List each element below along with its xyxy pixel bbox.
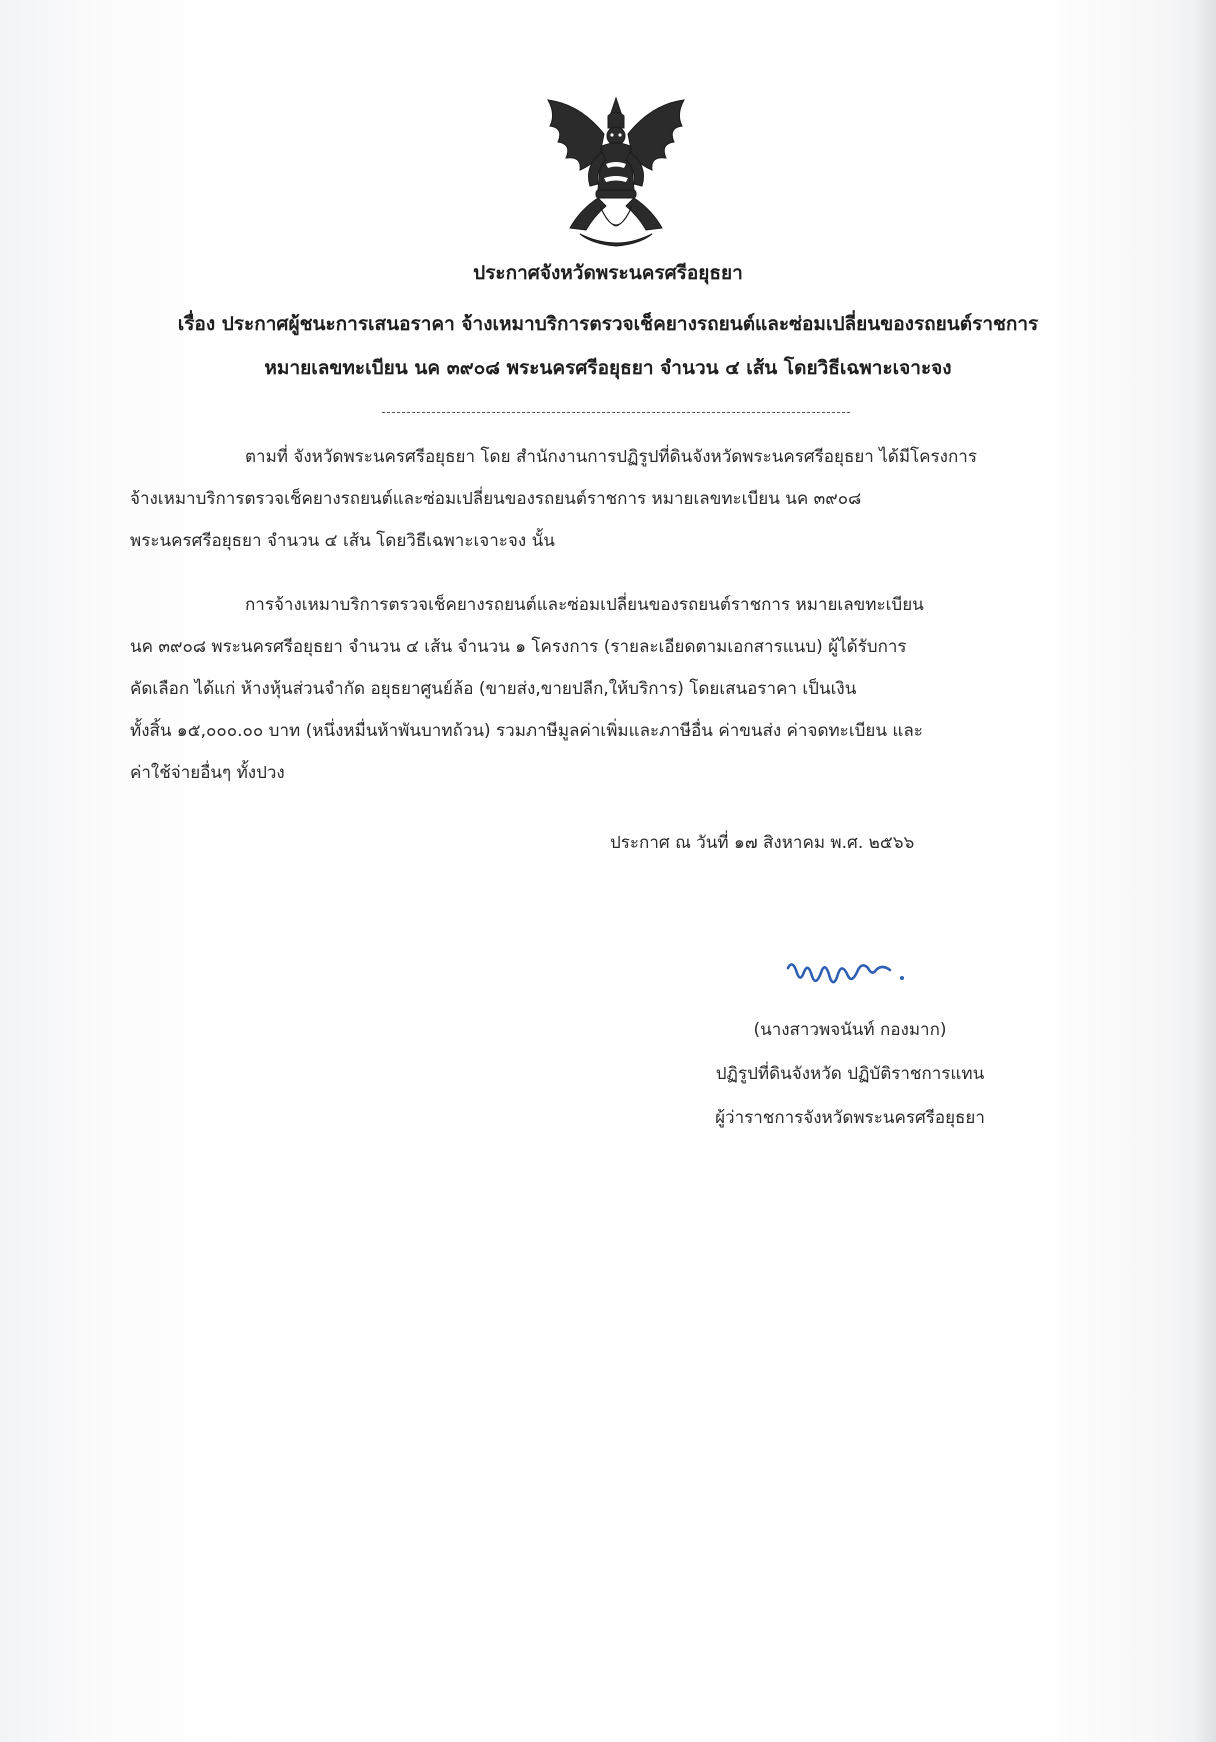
paragraph-1: [130, 436, 1080, 562]
paragraph-2-line: การจ้างเหมาบริการตรวจเช็คยางรถยนต์และซ่อมเปลี่ยนของรถยนต์ราชการ หมายเลขทะเบียน: [245, 595, 924, 615]
subject-line-1: เรื่อง ประกาศผู้ชนะการเสนอราคา จ้างเหมาบริการตรวจเช็คยางรถยนต์และซ่อมเปลี่ยนของรถยนต์ราชการ: [177, 313, 1039, 335]
subject-line-2: หมายเลขทะเบียน นค ๓๙๐๘ พระนครศรีอยุธยา จำนวน ๔ เส้น โดยวิธีเฉพาะเจาะจง: [264, 357, 952, 379]
signer-position: ผู้ว่าราชการจังหวัดพระนครศรีอยุธยา: [715, 1108, 985, 1128]
paragraph-1-line: จ้างเหมาบริการตรวจเช็คยางรถยนต์และซ่อมเปลี่ยนของรถยนต์ราชการ หมายเลขทะเบียน นค ๓๙๐๘: [130, 489, 862, 509]
paragraph-1-line: ตามที่ จังหวัดพระนครศรีอยุธยา โดย สำนักงานการปฏิรูปที่ดินจังหวัดพระนครศรีอยุธยา ได้มีโครงการ: [245, 447, 977, 467]
paragraph-2-line: นค ๓๙๐๘ พระนครศรีอยุธยา จำนวน ๔ เส้น จำนวน ๑ โครงการ (รายละเอียดตามเอกสารแนบ) ผู้ได้รับการ: [130, 637, 907, 657]
paragraph-2: [130, 584, 1080, 794]
signer-name: (นางสาวพจนันท์ กองมาก): [753, 1020, 947, 1040]
paragraph-1-line: พระนครศรีอยุธยา จำนวน ๔ เส้น โดยวิธีเฉพาะเจาะจง นั้น: [130, 531, 555, 551]
paragraph-2-line: คัดเลือก ได้แก่ ห้างหุ้นส่วนจำกัด อยุธยาศูนย์ล้อ (ขายส่ง,ขายปลีก,ให้บริการ) โดยเสนอราคา เป็นเงิน: [130, 679, 857, 699]
garuda-emblem-icon: [540, 94, 692, 250]
signature-block: [640, 1008, 1060, 1140]
divider: [382, 412, 850, 413]
paragraph-2-line: ทั้งสิ้น ๑๕,๐๐๐.๐๐ บาท (หนึ่งหมื่นห้าพันบาทถ้วน) รวมภาษีมูลค่าเพิ่มและภาษีอื่น ค่าขนส่ง ค่าจดทะเบียน และ: [130, 721, 923, 741]
signer-position: ปฏิรูปที่ดินจังหวัด ปฏิบัติราชการแทน: [715, 1064, 985, 1084]
announcement-date: ประกาศ ณ วันที่ ๑๗ สิงหาคม พ.ศ. ๒๕๖๖: [610, 833, 915, 853]
announcement-title: ประกาศจังหวัดพระนครศรีอยุธยา: [473, 262, 743, 284]
handwritten-signature: [782, 948, 914, 1004]
paragraph-2-line: ค่าใช้จ่ายอื่นๆ ทั้งปวง: [130, 763, 285, 783]
